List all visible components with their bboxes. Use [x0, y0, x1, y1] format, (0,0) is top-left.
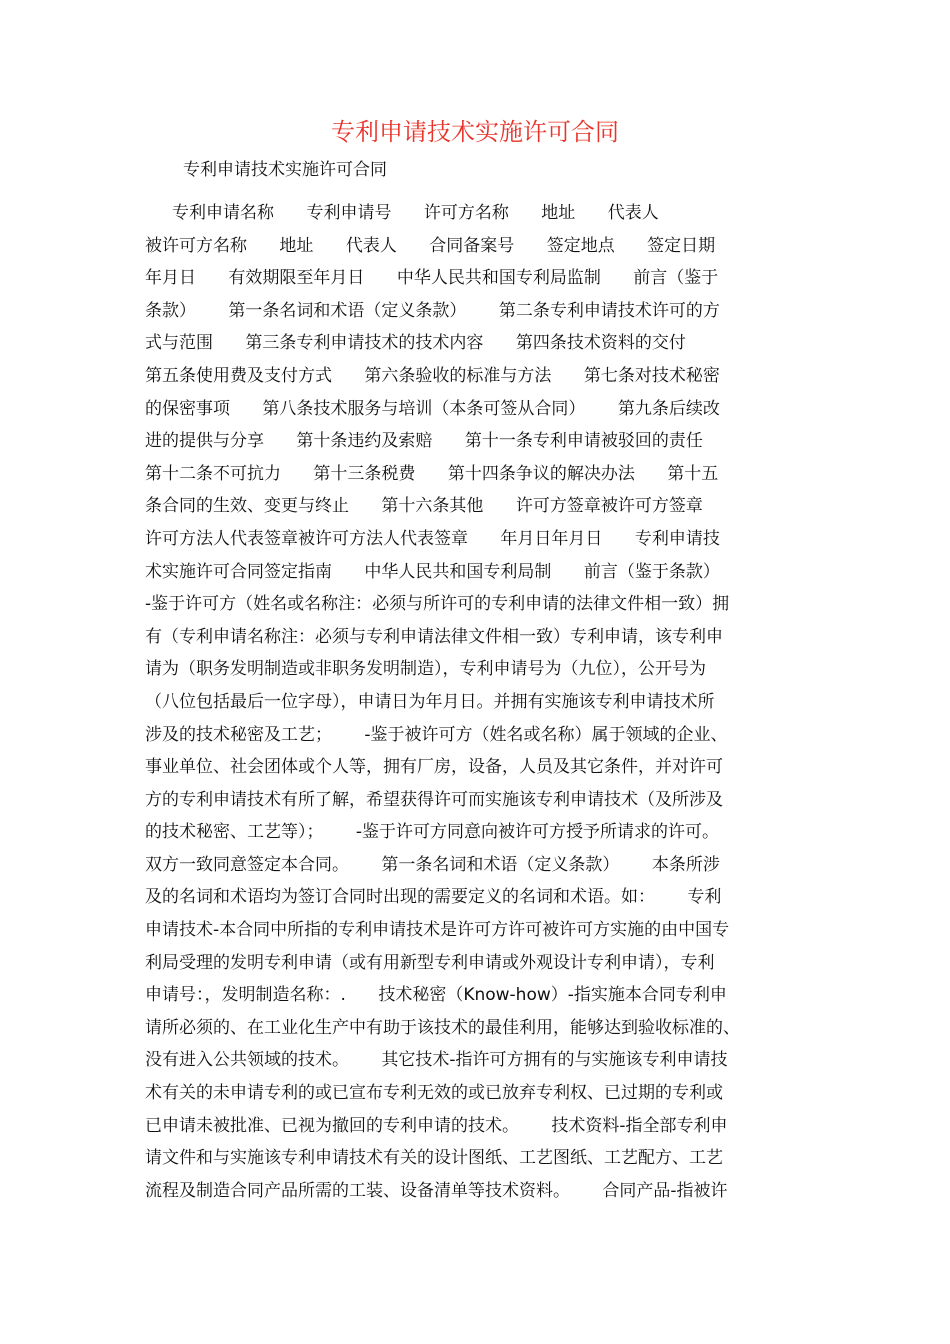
body-line: （八位包括最后一位字母），申请日为年月日。并拥有实施该专利申请技术所 [145, 691, 715, 712]
body-line: 没有进入公共领域的技术。 其它技术-指许可方拥有的与实施该专利申请技 [145, 1050, 728, 1071]
body-line: 已申请未被批准、已视为撤回的专利申请的技术。 技术资料-指全部专利申 [145, 1115, 728, 1136]
body-line: 有（专利申请名称注：必须与专利申请法律文件相一致）专利申请，该专利申 [145, 626, 723, 647]
body-line: 请文件和与实施该专利申请技术有关的设计图纸、工艺图纸、工艺配方、工艺 [145, 1148, 723, 1169]
body-line: 涉及的技术秘密及工艺； -鉴于被许可方（姓名或名称）属于领域的企业、 [145, 724, 728, 745]
body-line: 请所必须的、在工业化生产中有助于该技术的最佳利用，能够达到验收标准的、 [145, 1017, 740, 1038]
document-body [145, 197, 815, 1207]
body-line: 申请号：，发明制造名称：. 技术秘密（Know-how）-指实施本合同专利申 [145, 985, 727, 1006]
body-line: 双方一致同意签定本合同。 第一条名词和术语（定义条款） 本条所涉 [145, 854, 720, 875]
body-line: 事业单位、社会团体或个人等，拥有厂房，设备，人员及其它条件，并对许可 [145, 757, 723, 778]
body-line: -鉴于许可方（姓名或名称注：必须与所许可的专利申请的法律文件相一致）拥 [145, 594, 730, 615]
body-line: 条合同的生效、变更与终止 第十六条其他 许可方签章被许可方签章 [145, 496, 703, 517]
body-line: 的保密事项 第八条技术服务与培训（本条可签从合同） 第九条后续改 [145, 398, 720, 419]
body-line: 进的提供与分享 第十条违约及索赔 第十一条专利申请被驳回的责任 [145, 431, 703, 452]
body-line: 术有关的未申请专利的或已宣布专利无效的或已放弃专利权、已过期的专利或 [145, 1083, 723, 1104]
document-title: 专利申请技术实施许可合同 [331, 118, 619, 146]
body-line: 请为（职务发明制造或非职务发明制造），专利申请号为（九位），公开号为 [145, 659, 706, 680]
body-line: 及的名词和术语均为签订合同时出现的需要定义的名词和术语。如： 专利 [145, 887, 722, 908]
body-line: 许可方法人代表签章被许可方法人代表签章 年月日年月日 专利申请技 [145, 528, 720, 549]
body-line: 利局受理的发明专利申请（或有用新型专利申请或外观设计专利申请），专利 [145, 952, 715, 973]
body-line: 的技术秘密、工艺等）； -鉴于许可方同意向被许可方授予所请求的许可。 [145, 822, 720, 843]
body-line: 申请技术-本合同中所指的专利申请技术是许可方许可被许可方实施的由中国专 [145, 920, 730, 941]
body-line: 第十二条不可抗力 第十三条税费 第十四条争议的解决办法 第十五 [145, 463, 719, 484]
body-line: 流程及制造合同产品所需的工装、设备清单等技术资料。 合同产品-指被许 [145, 1180, 728, 1201]
body-line: 条款） 第一条名词和术语（定义条款） 第二条专利申请技术许可的方 [145, 300, 720, 321]
document-subtitle: 专利申请技术实施许可合同 [183, 160, 387, 180]
body-line: 方的专利申请技术有所了解，希望获得许可而实施该专利申请技术（及所涉及 [145, 789, 723, 810]
body-line: 第五条使用费及支付方式 第六条验收的标准与方法 第七条对技术秘密 [145, 365, 720, 386]
body-line: 术实施许可合同签定指南 中华人民共和国专利局制 前言（鉴于条款） [145, 561, 720, 582]
body-line: 专利申请名称 专利申请号 许可方名称 地址 代表人 [145, 203, 659, 223]
body-line: 式与范围 第三条专利申请技术的技术内容 第四条技术资料的交付 [145, 333, 686, 354]
body-line: 年月日 有效期限至年月日 中华人民共和国专利局监制 前言（鉴于 [145, 268, 719, 289]
body-line: 被许可方名称 地址 代表人 合同备案号 签定地点 签定日期 [145, 235, 716, 256]
